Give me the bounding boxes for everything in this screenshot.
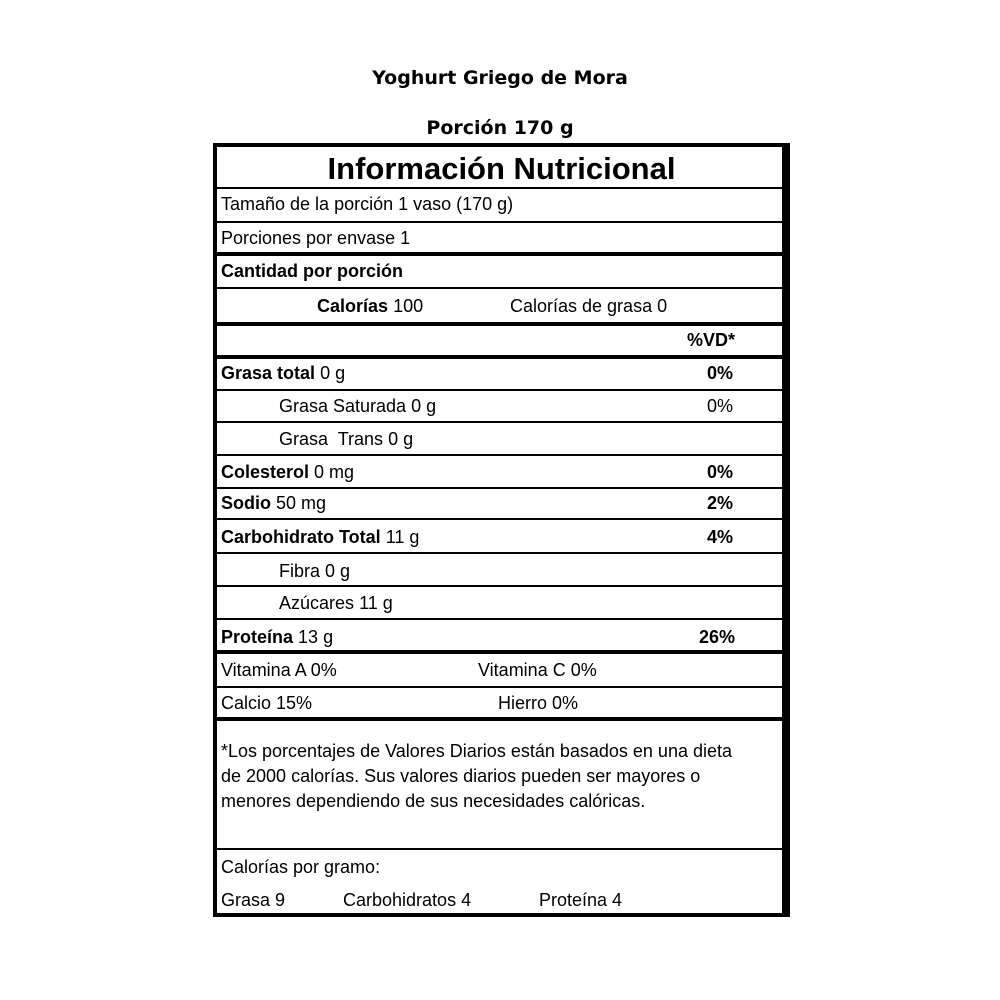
nutrition-facts-label — [213, 143, 790, 917]
divider-thick — [217, 717, 786, 721]
divider — [217, 221, 786, 223]
divider-thick — [217, 322, 786, 326]
divider — [217, 618, 786, 620]
nutrient-dv: 2% — [706, 493, 733, 513]
amount-per-serving: Cantidad por porción — [221, 261, 403, 281]
calcium: Calcio 15% — [221, 693, 313, 713]
divider-thick — [217, 252, 786, 256]
portion-heading: Porción 170 g — [426, 117, 574, 139]
servings-per-container: Porciones por envase 1 — [221, 228, 411, 248]
nutrient-dv: 0% — [706, 396, 733, 416]
divider — [217, 487, 786, 489]
fat-per-gram: Grasa 9 — [221, 890, 286, 910]
protein-per-gram: Proteína 4 — [539, 890, 623, 910]
calories-from-fat: Calorías de grasa 0 — [510, 296, 668, 316]
divider — [217, 518, 786, 520]
carbs-per-gram: Carbohidratos 4 — [343, 890, 472, 910]
nutrient-name: Carbohidrato Total — [221, 527, 381, 547]
divider — [217, 389, 786, 391]
nutrient-dv: 0% — [706, 462, 733, 482]
nutrient-amount: 0 g — [388, 429, 414, 449]
nutrient-name: Colesterol — [221, 462, 310, 482]
vitamin-c: Vitamina C 0% — [478, 660, 597, 680]
iron: Hierro 0% — [498, 693, 579, 713]
nutrient-amount: 0 g — [320, 363, 346, 383]
nutrient-amount: 0 mg — [314, 462, 355, 482]
nutrient-amount: 11 g — [385, 527, 420, 547]
nutrient-name: Sodio — [221, 493, 271, 513]
nutrient-amount: 0 g — [411, 396, 437, 416]
nutrient-dv: 4% — [706, 527, 733, 547]
nutrient-name: Proteína — [221, 627, 294, 647]
dv-header: %VD* — [687, 330, 736, 350]
label-title: Información Nutricional — [327, 151, 676, 186]
divider — [217, 686, 786, 688]
label-right-inner-border — [782, 147, 786, 913]
nutrient-name: Grasa Trans — [279, 429, 384, 449]
nutrient-dv: 26% — [699, 627, 736, 647]
divider — [217, 552, 786, 554]
product-name: Yoghurt Griego de Mora — [372, 67, 628, 89]
nutrient-name: Fibra — [279, 561, 321, 581]
divider — [217, 187, 786, 189]
divider — [217, 421, 786, 423]
divider — [217, 454, 786, 456]
divider — [217, 287, 786, 289]
nutrient-amount: 11 g — [359, 593, 393, 613]
calories-value: 100 — [393, 296, 424, 316]
divider — [217, 585, 786, 587]
nutrient-name: Grasa Saturada — [279, 396, 407, 416]
footnote: *Los porcentajes de Valores Diarios están basados en una dieta de 2000 calorías. Sus valores diarios pueden ser mayores o menores dependiendo de sus necesidades calóricas. — [221, 741, 732, 811]
divider — [217, 848, 786, 850]
nutrient-dv: 0% — [706, 363, 733, 383]
nutrient-amount: 0 g — [325, 561, 351, 581]
vitamin-a: Vitamina A 0% — [221, 660, 337, 680]
divider-thick — [217, 355, 786, 359]
nutrient-name: Grasa total — [221, 363, 316, 383]
nutrient-name: Azúcares — [279, 593, 355, 613]
calories-per-gram: Calorías por gramo: — [221, 857, 381, 877]
nutrient-amount: 13 g — [298, 627, 334, 647]
divider-thick — [217, 650, 786, 654]
serving-size: Tamaño de la porción 1 vaso (170 g) — [221, 194, 514, 214]
nutrient-amount: 50 mg — [276, 493, 327, 513]
calories-label: Calorías — [317, 296, 389, 316]
